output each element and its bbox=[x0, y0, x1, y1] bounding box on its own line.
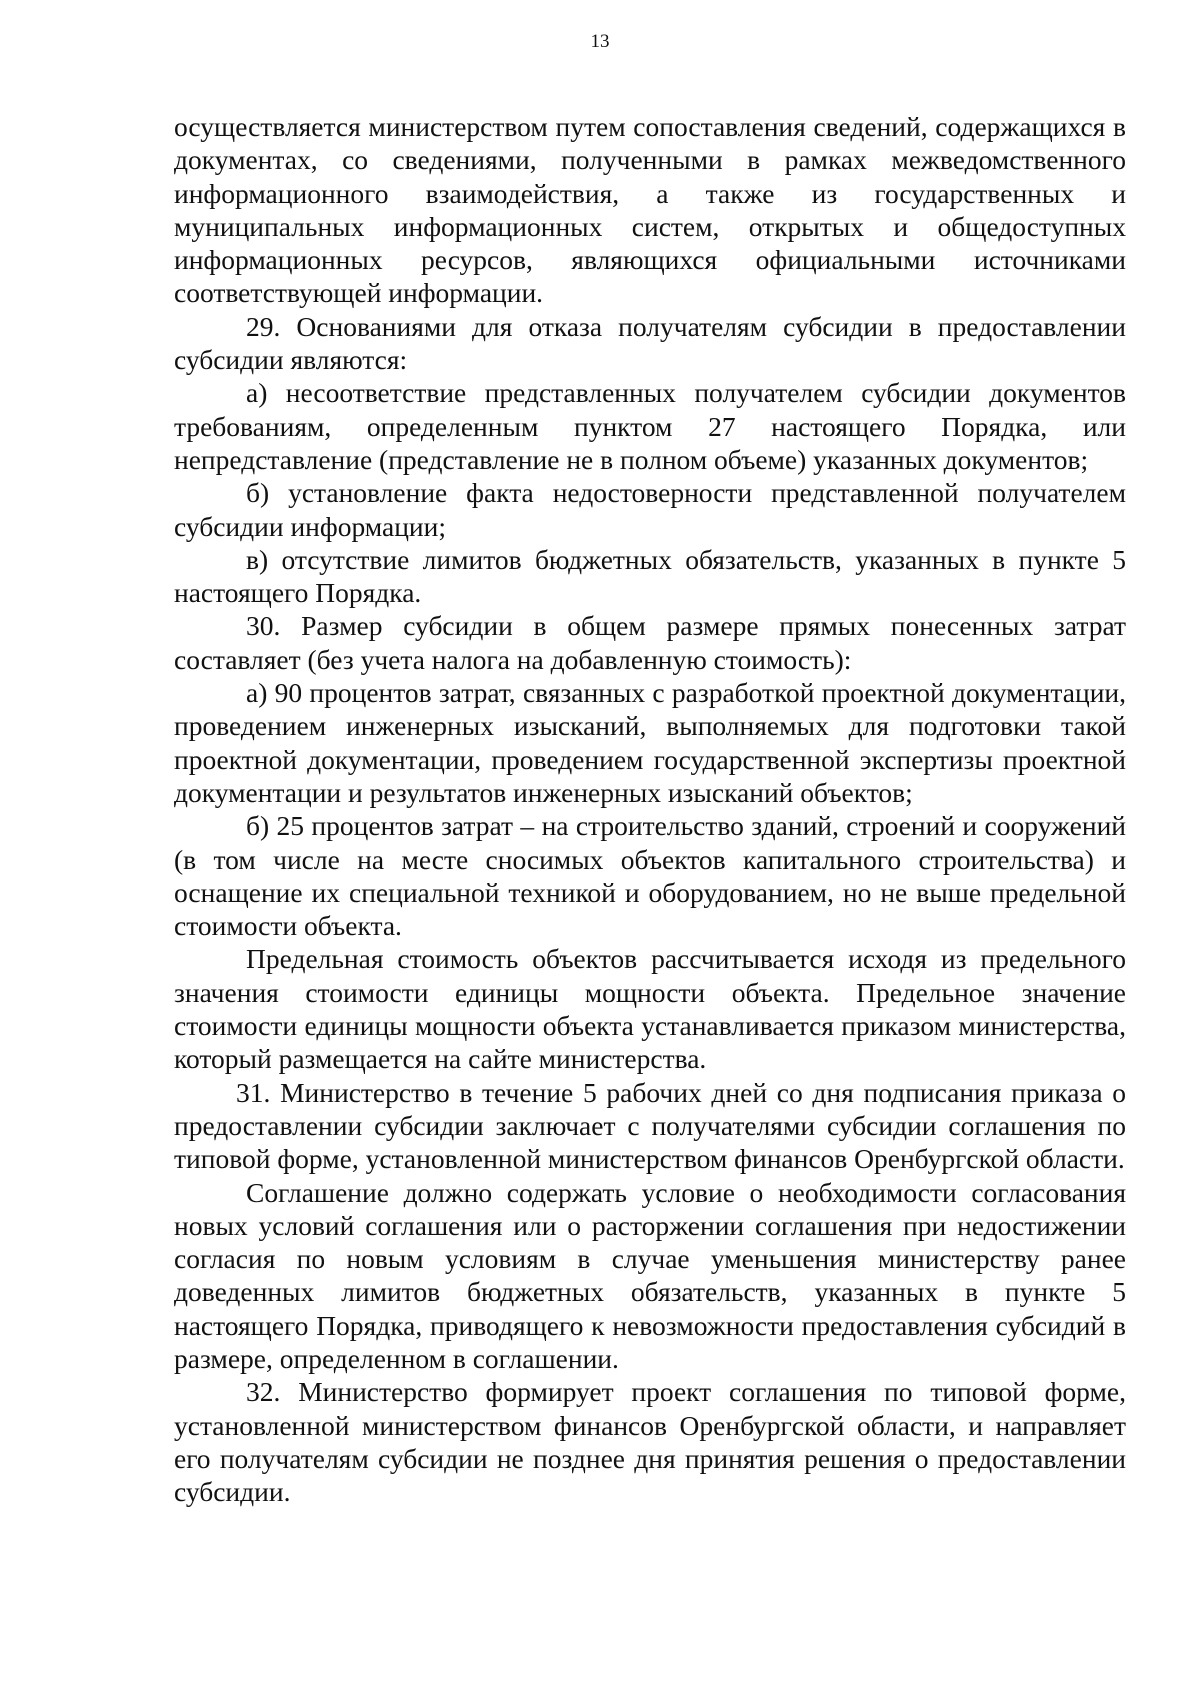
paragraph-clause-29: 29. Основаниями для отказа получателям субсидии в предоставлении субсидии являются: bbox=[174, 310, 1126, 376]
paragraph-limit-cost: Предельная стоимость объектов рассчитывается исходя из предельного значения стоимости единицы мощности объекта. Предельное значение стоимости единицы мощности объекта устанавливается приказом министерства, который размещается на сайте министерства. bbox=[174, 943, 1126, 1075]
paragraph-clause-30-a: а) 90 процентов затрат, связанных с разработкой проектной документации, проведением инженерных изысканий, выполняемых для подготовки такой проектной документации, проведением государственной экспертизы проектной документации и результатов инженерных изысканий объектов; bbox=[174, 677, 1126, 808]
paragraph-clause-29-a: а) несоответствие представленных получателем субсидии документов требованиям, определенным пунктом 27 настоящего Порядка, или непредставление (представление не в полном объеме) указанных документов; bbox=[174, 377, 1126, 475]
paragraph-clause-29-v: в) отсутствие лимитов бюджетных обязательств, указанных в пункте 5 настоящего Порядка. bbox=[174, 543, 1126, 609]
paragraph-clause-32: 32. Министерство формирует проект соглашения по типовой форме, установленной министерством финансов Оренбургской области, и направляет его получателям субсидии не позднее дня принятия решения о предоставлении субсидии. bbox=[174, 1376, 1126, 1508]
paragraph-clause-30-b: б) 25 процентов затрат – на строительство зданий, строений и сооружений (в том числе на месте сносимых объектов капитального строительства) и оснащение их специальной техникой и оборудованием, но не выше предельной стоимости объекта. bbox=[174, 810, 1126, 942]
paragraph-clause-31: 31. Министерство в течение 5 рабочих дней со дня подписания приказа о предоставлении субсидии заключает с получателями субсидии соглашения по типовой форме, установленной министерством финансов Оренбургской области. bbox=[174, 1076, 1126, 1175]
page-number: 13 bbox=[590, 31, 610, 52]
paragraph-clause-29-b: б) установление факта недостоверности представленной получателем субсидии информации; bbox=[174, 477, 1126, 542]
paragraph-continuation: осуществляется министерством путем сопоставления сведений, содержащихся в документах, со сведениями, полученными в рамках межведомственного информационного взаимодействия, а также из государственных и муниципальных информационных систем, открытых и общедоступных информационных ресурсов, являющихся официальными источниками соответствующей информации. bbox=[174, 111, 1126, 309]
paragraph-agreement-condition: Соглашение должно содержать условие о необходимости согласования новых условий соглашения или о расторжении соглашения при недостижении согласия по новым условиям в случае уменьшения министерству ранее доведенных лимитов бюджетных обязательств, указанных в пункте 5 настоящего Порядка, приводящего к невозможности предоставления субсидий в размере, определенном в соглашении. bbox=[174, 1176, 1126, 1374]
paragraph-clause-30: 30. Размер субсидии в общем размере прямых понесенных затрат составляет (без учета налога на добавленную стоимость): bbox=[174, 610, 1126, 675]
document-body bbox=[174, 110, 1126, 1508]
